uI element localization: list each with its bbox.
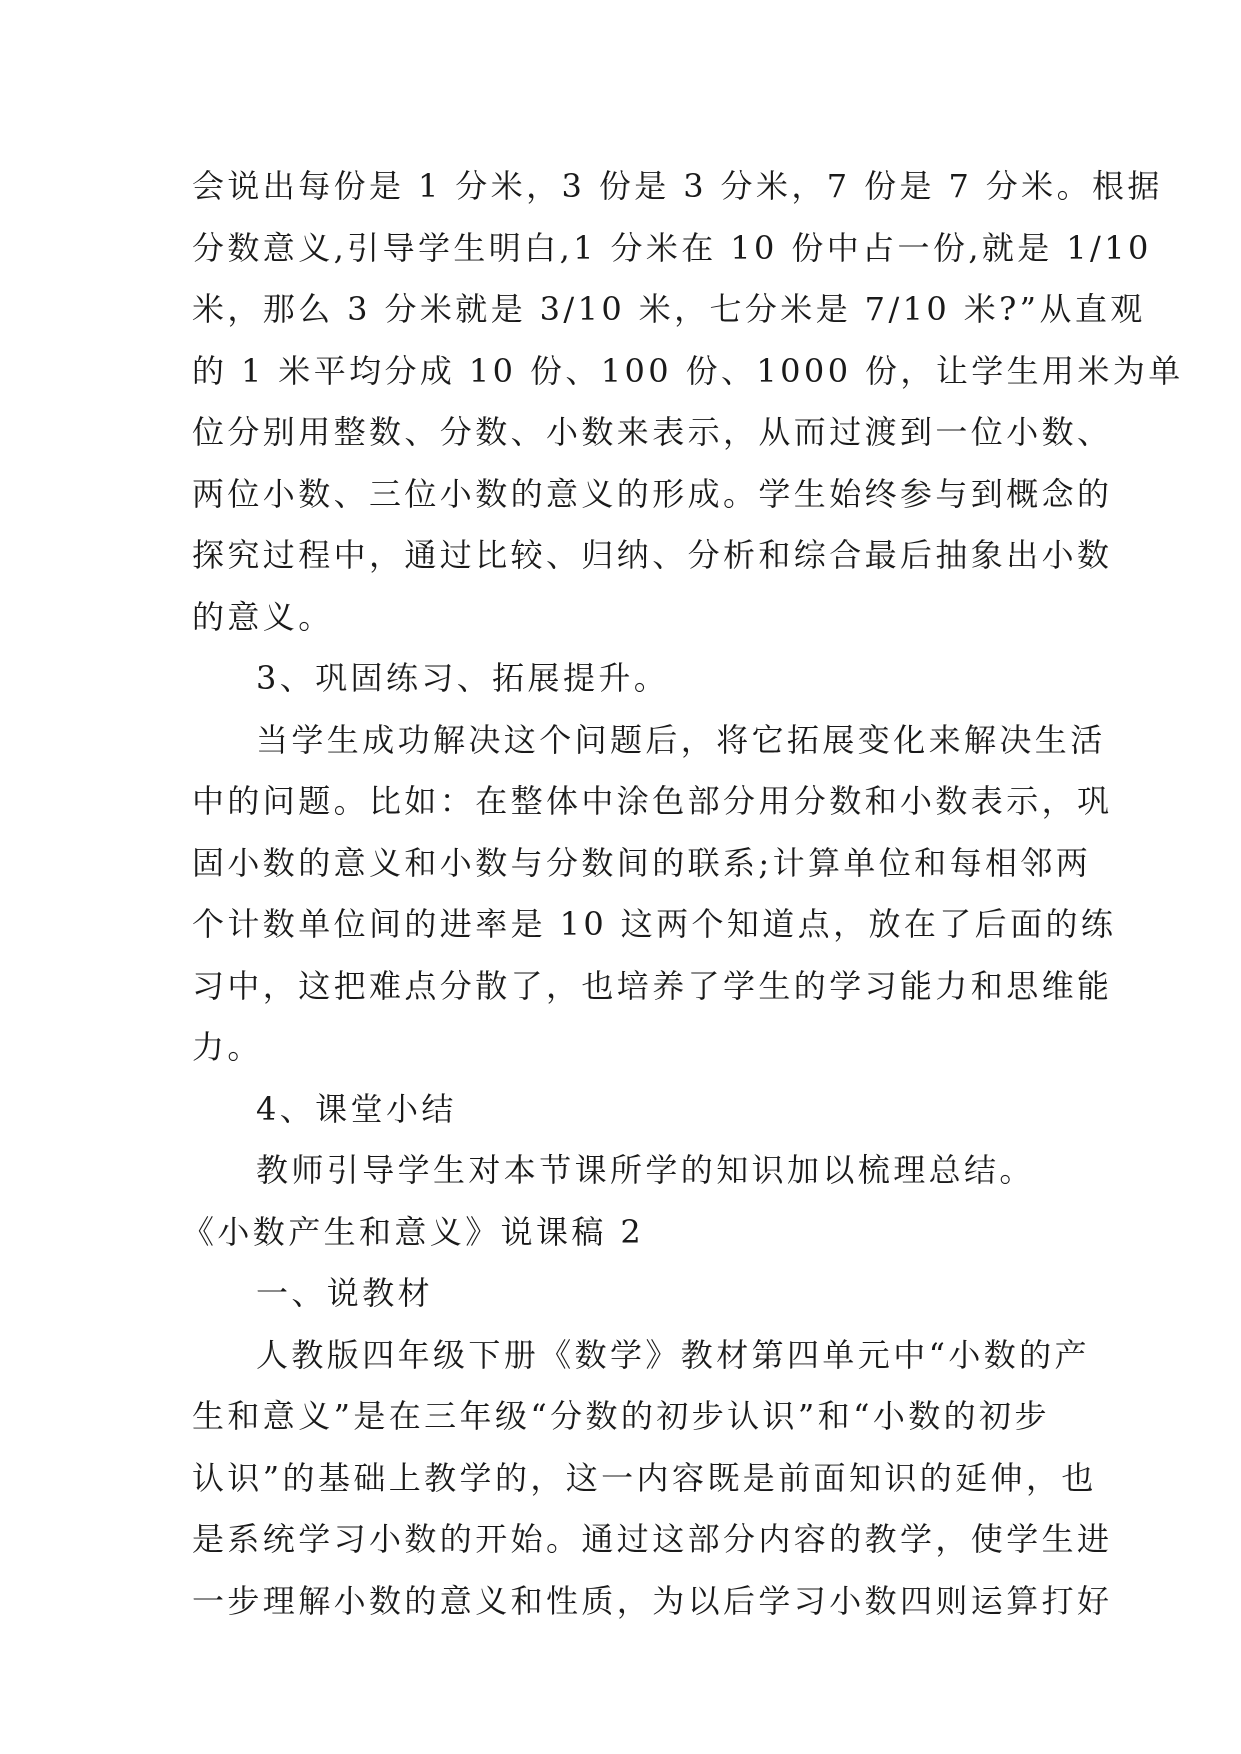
text-line: 生和意义”是在三年级“分数的初步认识”和“小数的初步 xyxy=(192,1397,1050,1435)
text-line: 教师引导学生对本节课所学的知识加以梳理总结。 xyxy=(256,1151,1035,1189)
text-line: 米，那么 3 分米就是 3/10 米，七分米是 7/10 米?”从直观 xyxy=(192,290,1146,328)
text-line: 当学生成功解决这个问题后，将它拓展变化来解决生活 xyxy=(256,720,1106,759)
text-line: 习中，这把难点分散了，也培养了学生的学习能力和思维能 xyxy=(192,966,1113,1005)
text-line: 一步理解小数的意义和性质，为以后学习小数四则运算打好 xyxy=(192,1581,1113,1620)
document-body xyxy=(182,156,1184,1632)
text-line: 分数意义,引导学生明白,1 分米在 10 份中占一份,就是 1/10 xyxy=(192,228,1152,267)
section-heading: 3、巩固练习、拓展提升。 xyxy=(256,659,670,697)
text-line: 会说出每份是 1 分米，3 份是 3 分米，7 份是 7 分米。根据 xyxy=(192,167,1163,205)
text-line: 探究过程中，通过比较、归纳、分析和综合最后抽象出小数 xyxy=(192,536,1113,574)
text-line: 两位小数、三位小数的意义的形成。学生始终参与到概念的 xyxy=(192,474,1113,513)
document-title: 《小数产生和意义》说课稿 2 xyxy=(182,1212,645,1251)
text-line: 固小数的意义和小数与分数间的联系;计算单位和每相邻两 xyxy=(192,843,1092,882)
text-line: 个计数单位间的进率是 10 这两个知道点，放在了后面的练 xyxy=(192,905,1117,943)
text-line: 的 1 米平均分成 10 份、100 份、1000 份，让学生用米为单 xyxy=(192,351,1184,390)
text-line: 中的问题。比如：在整体中涂色部分用分数和小数表示，巩 xyxy=(192,782,1113,820)
text-line: 是系统学习小数的开始。通过这部分内容的教学，使学生进 xyxy=(192,1520,1113,1558)
text-line: 认识”的基础上教学的，这一内容既是前面知识的延伸，也 xyxy=(192,1458,1097,1497)
text-line: 力。 xyxy=(192,1028,263,1066)
text-line: 位分别用整数、分数、小数来表示，从而过渡到一位小数、 xyxy=(192,413,1113,451)
section-heading: 一、说教材 xyxy=(256,1274,434,1312)
section-heading: 4、课堂小结 xyxy=(256,1089,457,1128)
text-line: 人教版四年级下册《数学》教材第四单元中“小数的产 xyxy=(256,1335,1090,1374)
text-line: 的意义。 xyxy=(192,597,334,636)
